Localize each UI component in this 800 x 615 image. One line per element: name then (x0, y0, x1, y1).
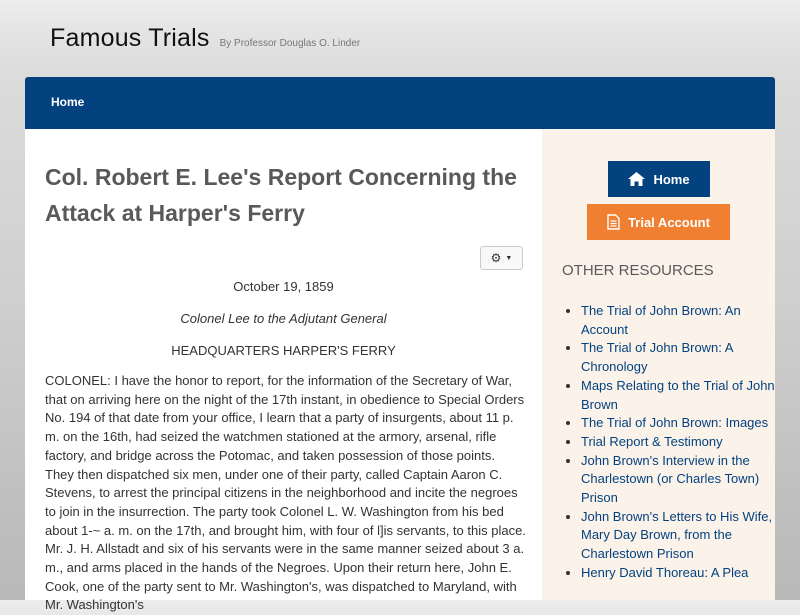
resource-link[interactable]: The Trial of John Brown: A Chronology (581, 340, 733, 375)
letter-headquarters: HEADQUARTERS HARPER'S FERRY (171, 343, 396, 358)
main-content (25, 129, 542, 613)
resource-link[interactable]: Maps Relating to the Trial of John Brown (581, 377, 775, 412)
letter-addressee: Colonel Lee to the Adjutant General (180, 311, 387, 326)
caret-down-icon: ▼ (505, 254, 513, 262)
site-header (50, 24, 360, 54)
letter-date: October 19, 1859 (233, 279, 334, 294)
site-byline: By Professor Douglas O. Linder (219, 38, 361, 49)
resources-list (562, 302, 786, 583)
letter-body: COLONEL: I have the honor to report, for the information of the Secretary of War, that on arriving here on the night of the 17th instant, in obedience to Special Orders No. 194 of that date from your office, I learn that a party of insurgents, about 11 p. m. on the 16th, had seized the watchmen stationed at the armory, arsenal, rifle factory, and bridge across the Potomac, and taken possession of those points. They then dispatched six men, under one of their party, called Captain Aaron C. Stevens, to arrest the principal citizens in the neighborhood and incite the negroes to join in the insurrection. The party took Colonel L. W. Washington from his bed about 1-~ a. m. on the 17th, and brought him, with four of l]is servants, to this place. Mr. J. H. Allstadt and six of his servants were in the same manner seized about 3 a. m., and arms placed in the hands of the Negroes. Upon their return here, John E. Cook, one of the party sent to Mr. Washington's, was dispatched to Maryland, with Mr. Washington's (45, 373, 526, 613)
resource-link[interactable]: John Brown's Interview in the Charlestown (or Charles Town) Prison (581, 452, 760, 506)
resource-item (581, 414, 786, 433)
resource-item (581, 377, 786, 414)
nav-home-link[interactable]: Home (51, 95, 85, 109)
resource-link[interactable]: John Brown's Letters to His Wife, Mary Day Brown, from the Charlestown Prison (581, 508, 773, 562)
resource-link[interactable]: The Trial of John Brown: Images (581, 415, 769, 431)
sidebar (542, 129, 775, 600)
other-resources-heading: OTHER RESOURCES (562, 262, 714, 279)
home-icon (628, 172, 645, 186)
document-icon (607, 214, 620, 230)
sidebar-home-label: Home (653, 171, 690, 187)
resource-link[interactable]: Henry David Thoreau: A Plea (581, 564, 749, 580)
settings-dropdown-button[interactable] (480, 246, 523, 270)
resource-item (581, 564, 786, 583)
trial-account-label: Trial Account (628, 214, 710, 230)
site-title[interactable]: Famous Trials (50, 24, 210, 52)
resource-item (581, 339, 786, 376)
resource-link[interactable]: Trial Report & Testimony (581, 433, 723, 449)
resource-item (581, 508, 786, 564)
gear-icon: ⚙ (490, 251, 502, 265)
resource-item (581, 433, 786, 452)
sidebar-home-button[interactable] (608, 161, 710, 197)
resource-item (581, 302, 786, 339)
resource-link[interactable]: The Trial of John Brown: An Account (581, 303, 741, 337)
resource-item (581, 452, 786, 508)
page-title: Col. Robert E. Lee's Report Concerning the Attack at Harper's Ferry (45, 164, 517, 226)
main-nav (25, 77, 775, 129)
trial-account-button[interactable] (587, 204, 730, 240)
